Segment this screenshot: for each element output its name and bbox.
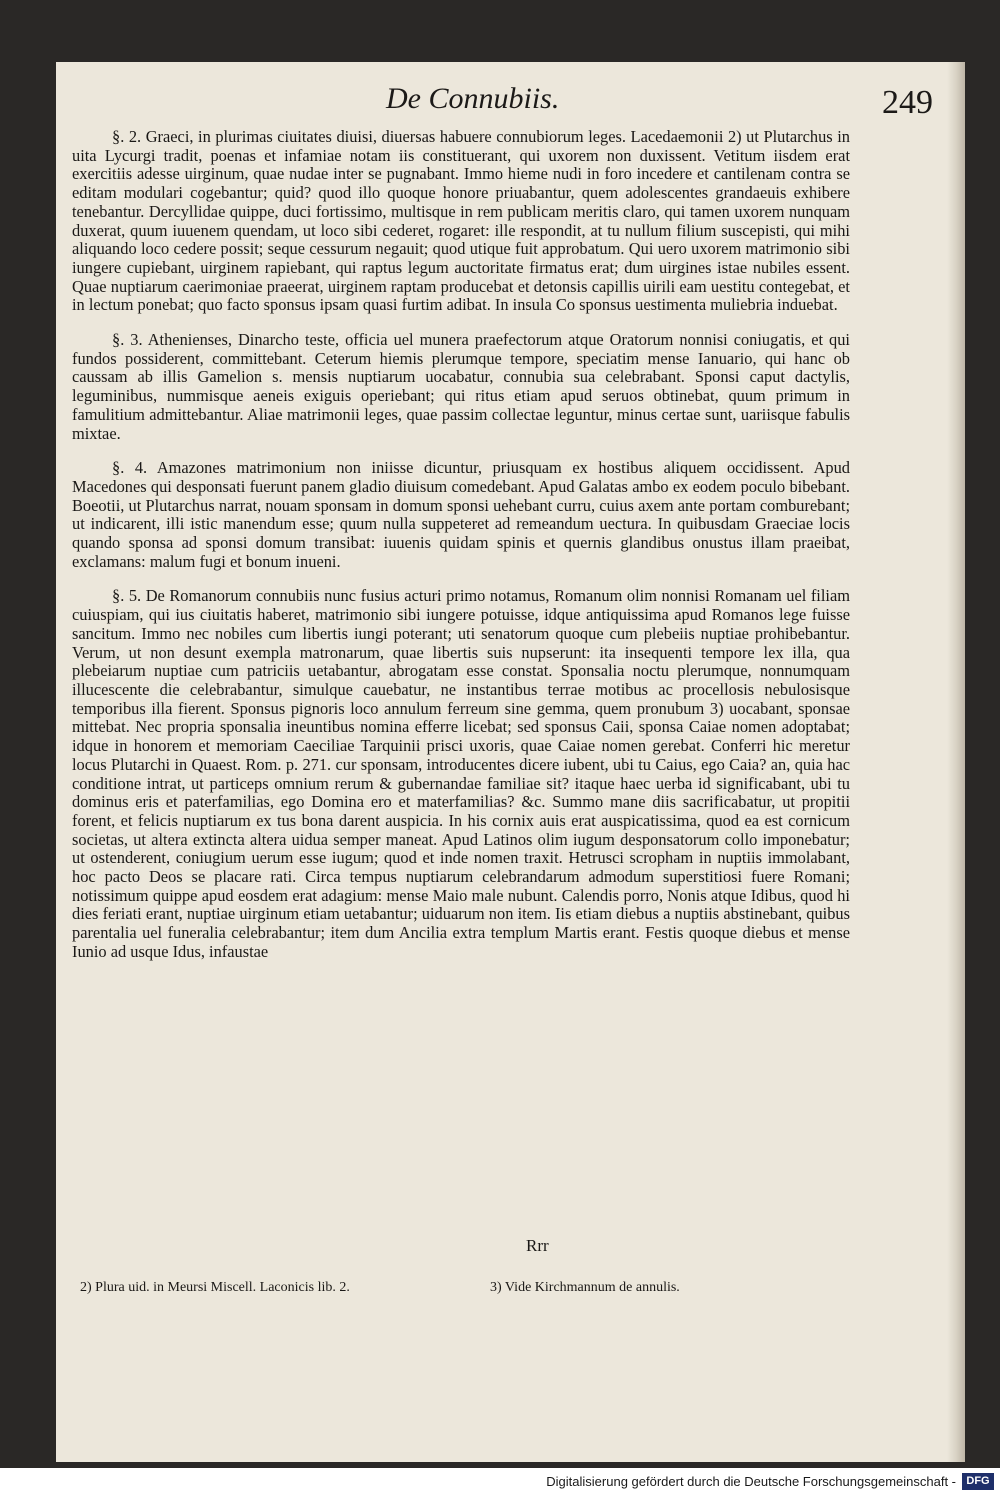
paragraph-section-3: §. 3. Athenienses, Dinarcho teste, officia uel munera praefectorum atque Oratorum nonnisi coniugatis, et qui fundos possiderent, committebant. Ceterum hiemis plerumque tempore, speciatim mense Ianuario, qui hanc ob caussam ab illis Gamelion s. mensis nuptiarum uocabatur, connubia sua celebrabant. Sponsi caput dactylis, leguminibus, nummisque aeneis exiguis operiebant; qui ritus etiam apud seruos obtinebat, quum primum in famulitium admittebantur. Aliae matrimonii leges, quae passim collectae leguntur, minus certae sunt, uariisque fabulis mixtae.	[72, 330, 850, 443]
footnote-2: 2) Plura uid. in Meursi Miscell. Laconicis lib. 2.	[80, 1280, 350, 1295]
paragraph-section-2: §. 2. Graeci, in plurimas ciuitates diuisi, diuersas habuere connubiorum leges. Lacedaemonii 2) ut Plutarchus in uita Lycurgi tradit, poenas et infamiae notam iis constituerant, qui uxorem non duxissent. Vetitum iisdem erat exercitiis adesse uirginum, quae nudae inter se pugnabant. Immo hieme nudi in foro incedere et cantilenam contra se editam modulari cogebantur; quid? quod illo quoque honore priuabantur, quem adolescentes grandaeuis exhibere tenebantur. Dercyllidae quippe, duci fortissimo, multisque in rem publicam meritis claro, qui tamen uxorem nunquam duxerat, quum iuuenem quendam, ut loco sibi cederet, rogaret: ille respondit, at tu nullum filium suscepisti, qui mihi aliquando loco cedere possit; seque cessurum negauit; quod utique fuit approbatum. Qui uero uxorem matrimonio sibi iungere cupiebant, uirginem rapiebant, qui raptus legum auctoritate firmatus erat; dum uirgines istae nubiles essent. Quae nuptiarum caerimoniae praeerat, uirginem raptam producebat et detonsis capillis uirili eam uestitu contegebat, et in lectum ponebat; quo facto sponsus ipsam quasi furtim adibat. In insula Co sponsus uestimenta muliebria induebat.	[72, 127, 850, 315]
paragraph-section-4: §. 4. Amazones matrimonium non iniisse dicuntur, priusquam ex hostibus aliquem occidissent. Apud Macedones qui desponsati fuerunt panem gladio diuisum comedebant. Apud Galatas ambo ex eodem poculo bibebant. Boeotii, ut Plutarchus narrat, nouam sponsam in domum sponsi uehebant curru, cuius axem ante portam comburebant; ut indicarent, illi istic manendum esse; quum nulla suppeteret ad remeandum uectura. In quibusdam Graeciae locis quando sponsa ad sponsi domum transibat: iuuenis quidam spinis et quernis glandibus onustus illam praeibat, exclamans: malum fugi et bonum inueni.	[72, 458, 850, 571]
page-edge	[947, 62, 965, 1462]
book-page	[56, 62, 965, 1462]
footnote-3: 3) Vide Kirchmannum de annulis.	[490, 1280, 680, 1295]
digitization-footer	[0, 1468, 1000, 1497]
funding-notice: Digitalisierung gefördert durch die Deutsche Forschungsgemeinschaft -	[546, 1474, 956, 1489]
body-text	[72, 128, 850, 978]
paragraph-section-5: §. 5. De Romanorum connubiis nunc fusius acturi primo notamus, Romanum olim nonnisi Romanam uel filiam cuiuspiam, qui ius ciuitatis haberet, matrimonio sibi iungere potuisse, idque antiquissima apud Romanos lege fuisse sancitum. Immo nec nobiles cum libertis iungi poterant; uti senatorum quoque cum plebeiis nuptiae prohibebantur. Verum, ut non desunt exempla matronarum, quae libertis suis nupserunt: ita insequenti tempore lex illa, qua plebeiarum nuptiae cum patriciis uetabantur, abrogatam esse constat. Sponsalia noctu plerumque, nonnumquam illucescente die celebrabantur, simulque cauebatur, ne instantibus terrae motibus ac procellosis nebulosisque temporibus illa fierent. Sponsus pignoris loco annulum ferreum sine gemma, quem pronubum 3) uocabant, sponsae mittebat. Nec propria sponsalia ineuntibus nomina efferre licebat; sed sponsus Caii, sponsa Caiae nomen adoptabat; idque in honorem et memoriam Caeciliae Tarquinii prisci uxoris, quae Caiae nomen gerebat. Conferri hic meretur locus Plutarchi in Quaest. Rom. p. 271. cur sponsam, introducentes dicere iubent, ubi tu Caius, ego Caia? an, quia hac conditione intrat, ut particeps omnium rerum & gubernandae familiae sit? itaque haec uerba id significabant, ubi tu dominus eris et paterfamilias, ego Domina ero et materfamilias? &c. Summo mane diis sacrificabatur, ut propitii forent, et felicis nuptiarum ex tus bona darent auspicia. In his cornix auis erat auspicatissima, quod ea est cornicum societas, ut altera extincta altera uidua semper maneat. Apud Latinos olim iugum desponsatorum collo imponebatur; ut ostenderent, coniugium uerum esse iugum; quod et inde nomen traxit. Hetrusci scropham in nuptiis immolabant, hoc pacto Deos se placare rati. Circa tempus nuptiarum celebrandarum admodum superstitiosi fuere Romani; notissimum quippe apud eosdem erat adagium: mense Maio male nubunt. Calendis porro, Nonis atque Idibus, quod hi dies feriati erant, nuptiae uirginum etiam uetabantur; uiduarum non item. Iis etiam diebus a nuptiis abstinebant, quibus parentalia uel funeralia celebrabantur; item dum Ancilia extra templum Martis erant. Festis quoque diebus et mense Iunio ad usque Idus, infaustae	[72, 586, 850, 961]
page-number: 249	[882, 84, 933, 121]
running-head: De Connubiis.	[386, 82, 560, 115]
signature-mark: Rrr	[526, 1236, 549, 1255]
dfg-logo-icon: DFG	[962, 1473, 994, 1490]
